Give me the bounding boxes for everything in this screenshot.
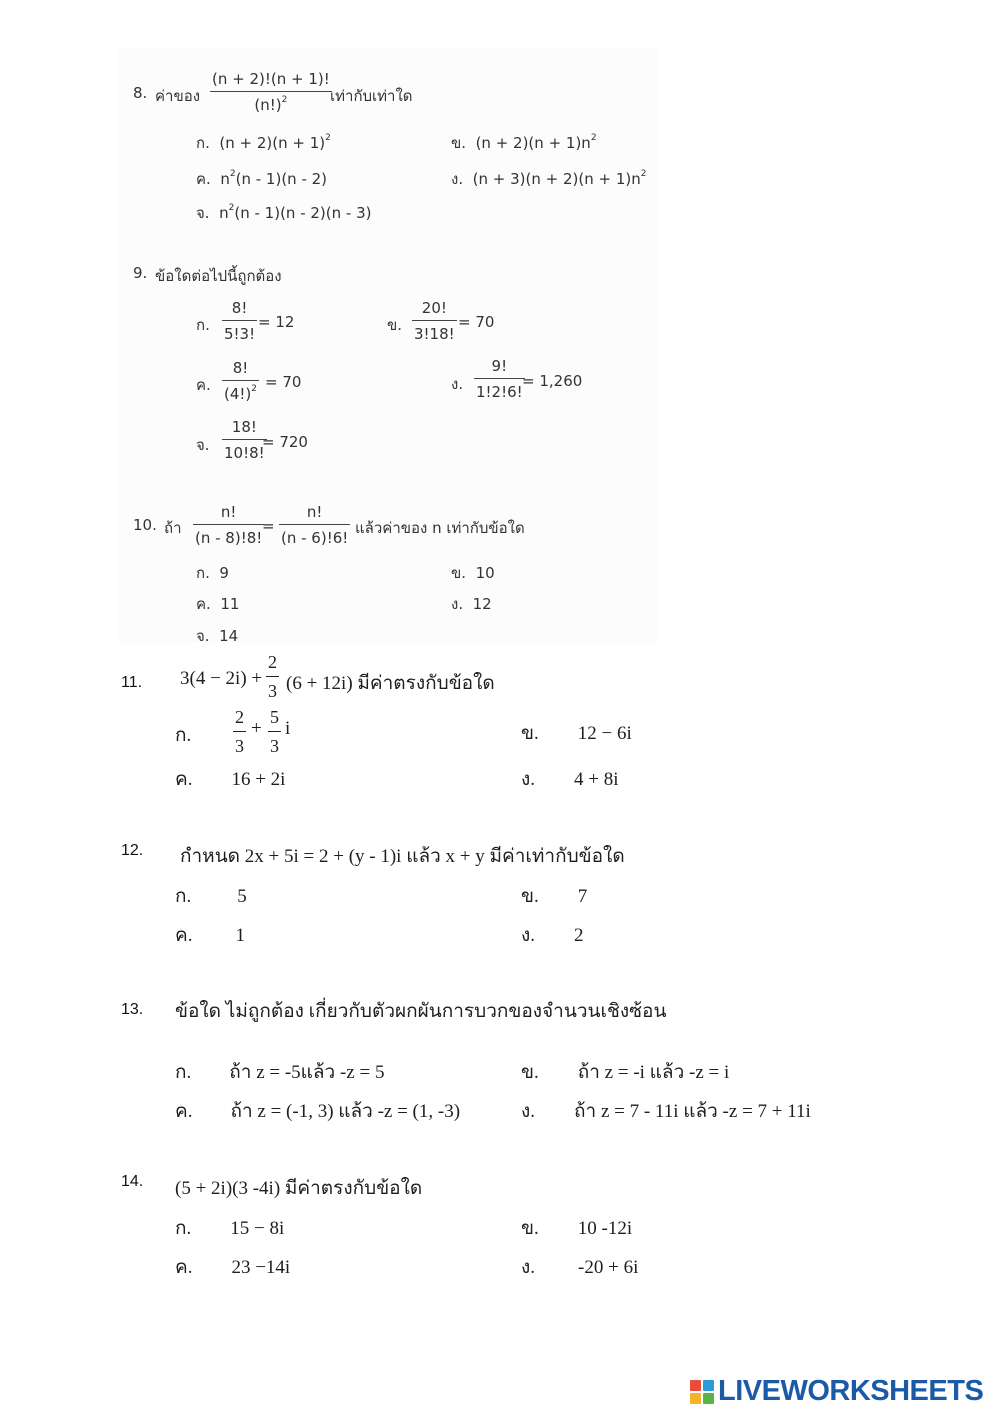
- choice-e[interactable]: จ. $n^2(n - 1)(n - 2)(n - 3)$: [196, 203, 372, 222]
- logo-grid-icon: [690, 1380, 714, 1404]
- question-suffix: เท่ากับเท่าใด: [330, 87, 413, 105]
- choice-d[interactable]: ง. 2: [521, 925, 584, 946]
- fraction: [210, 70, 332, 114]
- question-suffix: แล้วค่าของ n เท่ากับข้อใด: [355, 519, 525, 537]
- choice-c[interactable]: ค. 16 + 2i: [175, 769, 286, 790]
- logo-square: [690, 1380, 701, 1391]
- question-number: 8.: [133, 84, 148, 102]
- choice-c[interactable]: ค. ถ้า z = (-1, 3) แล้ว -z = (1, -3): [175, 1101, 461, 1122]
- question-text: ข้อใด ไม่ถูกต้อง เกี่ยวกับตัวผกผันการบวกของจำนวนเชิงซ้อน: [175, 1001, 667, 1022]
- question-number: 9.: [133, 264, 148, 282]
- question-text: ข้อใดต่อไปนี้ถูกต้อง: [155, 267, 282, 285]
- logo-square: [690, 1393, 701, 1404]
- question-number: 11.: [121, 674, 143, 691]
- choice-c[interactable]: ค. 1: [175, 925, 245, 946]
- choice-d[interactable]: ง. 12: [451, 595, 492, 613]
- choice-b[interactable]: ข. $(n + 2)(n + 1)n^2$: [451, 133, 597, 152]
- choice-a[interactable]: ก. $(n + 2)(n + 1)^2$: [196, 133, 331, 152]
- liveworksheets-logo: [690, 1375, 983, 1408]
- choice-e[interactable]: จ. 14: [196, 627, 239, 645]
- denominator: $(n!)^2$: [254, 95, 288, 114]
- question-prefix: ถ้า: [164, 519, 182, 537]
- choice-d[interactable]: ง. 4 + 8i: [521, 769, 619, 790]
- logo-text: LIVEWORKSHEETS: [718, 1375, 984, 1407]
- fraction-left: n! (n - 8)!8!: [195, 503, 263, 547]
- question-number: 10.: [133, 516, 157, 534]
- question-text: กำหนด 2x + 5i = 2 + (y - 1)i แล้ว x + y มีค่าเท่ากับข้อใด: [180, 846, 625, 867]
- choice-a[interactable]: ก. ถ้า z = -5แล้ว -z = 5: [175, 1062, 385, 1083]
- question-text: (5 + 2i)(3 -4i) มีค่าตรงกับข้อใด: [175, 1178, 423, 1199]
- equals-sign: =: [262, 517, 275, 535]
- choice-c[interactable]: ค. 11: [196, 595, 240, 613]
- choice-b[interactable]: ข. 10: [451, 564, 495, 582]
- choice-a[interactable]: ก. 5: [175, 886, 247, 907]
- question-prefix: ค่าของ: [155, 87, 201, 105]
- expression-part-b: (6 + 12i) มีค่าตรงกับข้อใด: [286, 673, 495, 694]
- expression-part-a: 3(4 − 2i) +: [180, 668, 263, 689]
- choice-c[interactable]: ค. 23 −14i: [175, 1257, 291, 1278]
- choice-a[interactable]: ก. 9: [196, 564, 229, 582]
- logo-square: [703, 1393, 714, 1404]
- choice-d[interactable]: ง. $(n + 3)(n + 2)(n + 1)n^2$: [451, 169, 647, 188]
- choice-d[interactable]: ง. ถ้า z = 7 - 11i แล้ว -z = 7 + 11i: [521, 1101, 811, 1122]
- fraction: 2 3: [268, 652, 277, 701]
- choice-c[interactable]: ค. $n^2(n - 1)(n - 2)$: [196, 169, 328, 188]
- choice-b[interactable]: ข. 10 -12i: [521, 1218, 633, 1239]
- numerator: (n + 2)!(n + 1)!: [212, 70, 330, 88]
- fraction-bar: [210, 91, 332, 92]
- question-number: 13.: [121, 1001, 144, 1018]
- logo-square: [703, 1380, 714, 1391]
- choice-a[interactable]: ก. 15 − 8i: [175, 1218, 285, 1239]
- choice-b[interactable]: ข. 7: [521, 886, 588, 907]
- choice-b[interactable]: ข. 12 − 6i: [521, 723, 632, 744]
- question-number: 14.: [121, 1173, 144, 1190]
- choice-b[interactable]: ข. ถ้า z = -i แล้ว -z = i: [521, 1062, 730, 1083]
- fraction-right: n! (n - 6)!6!: [281, 503, 349, 547]
- question-number: 12.: [121, 842, 144, 859]
- choice-d[interactable]: ง. -20 + 6i: [521, 1257, 639, 1278]
